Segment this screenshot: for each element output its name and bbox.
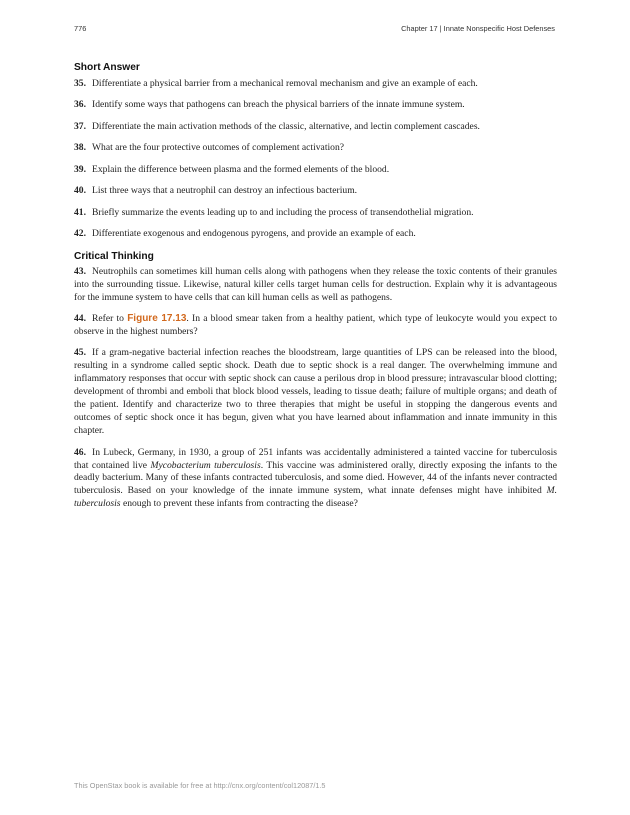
question-number: 38. [74,142,86,154]
question-41 [74,207,557,220]
question-text: Differentiate the main activation methods of the classic, alternative, and lectin complement cascades. [92,120,480,132]
question-46 [74,447,557,512]
question-text-pre: Refer to [92,312,128,324]
question-number: 39. [74,163,86,175]
short-answer-heading: Short Answer [74,62,140,73]
question-number: 40. [74,185,86,197]
critical-thinking-heading: Critical Thinking [74,250,154,262]
question-text-part2: . This vaccine was administered orally, directly exposing the infants to the deadly bacterium. Many of these infants contracted tuberculosis, and some died. However, 44 of the infants never contracted tuberculosis. Based on your knowledge of the innate immune system, what innate defenses might have inhibited [74,459,557,497]
question-43 [74,266,557,305]
question-number: 46. [74,446,86,458]
question-number: 41. [74,206,86,218]
question-37 [74,121,557,134]
question-45 [74,347,557,438]
question-text: If a gram-negative bacterial infection reaches the bloodstream, large quantities of LPS can be released into the blood, resulting in a syndrome called septic shock. Death due to septic shock is a real danger. The overwhelming immune and inflammatory responses that occur with septic shock can cause a perilous drop in blood pressure; intravascular blood clotting; development of thrombi and emboli that block blood vessels, leading to tissue death; failure of multiple organs; and death of the patient. Identify and characterize two to three therapies that might be useful in stopping the dangerous events and outcomes of septic shock once it has begun, given what you have learned about inflammation and innate immunity in this chapter. [74,347,557,437]
question-number: 42. [74,228,86,240]
question-number: 44. [74,312,86,324]
figure-17-13-link[interactable]: Figure 17.13 [127,312,187,324]
question-39 [74,164,557,177]
question-text: Briefly summarize the events leading up to and including the process of transendothelial migration. [92,206,474,218]
question-text: Neutrophils can sometimes kill human cells along with pathogens when they release the toxic contents of their granules into the surrounding tissue. Likewise, natural killer cells target human cells for destruction. Explain why it is advantageous for the immune system to have cells that can kill human cells as well as pathogens. [74,265,557,303]
question-text: Differentiate exogenous and endogenous pyrogens, and provide an example of each. [92,228,416,240]
question-number: 45. [74,347,86,359]
question-text-part3: enough to prevent these infants from contracting the disease? [120,498,358,510]
question-text-post: . In a blood smear taken from a healthy patient, which type of leukocyte would you expect to observe in the highest numbers? [74,312,557,337]
species-name: Mycobacterium tuberculosis [150,459,261,471]
question-38 [74,142,557,155]
question-42 [74,228,557,241]
species-name-abbrev: M. tuberculosis [74,485,557,510]
question-number: 37. [74,120,86,132]
question-35 [74,78,557,91]
question-text: What are the four protective outcomes of complement activation? [92,142,344,154]
question-text: List three ways that a neutrophil can destroy an infectious bacterium. [92,185,358,197]
question-text: Differentiate a physical barrier from a mechanical removal mechanism and give an example of each. [92,78,478,89]
question-text: Explain the difference between plasma and the formed elements of the blood. [92,163,390,175]
running-head: Chapter 17 | Innate Nonspecific Host Defenses [401,24,555,33]
question-36 [74,99,557,112]
page-number: 776 [74,24,87,33]
question-text-part1: In Lubeck, Germany, in 1930, a group of 251 infants was accidentally administered a tainted vaccine for tuberculosis that contained live [74,446,557,471]
question-number: 43. [74,265,86,277]
question-text: Identify some ways that pathogens can breach the physical barriers of the innate immune system. [92,99,465,111]
question-number: 35. [74,78,86,89]
question-44 [74,313,557,339]
question-number: 36. [74,99,86,111]
page-content [74,61,557,520]
footer-note: This OpenStax book is available for free at http://cnx.org/content/col12087/1.5 [74,781,326,790]
question-40 [74,185,557,198]
